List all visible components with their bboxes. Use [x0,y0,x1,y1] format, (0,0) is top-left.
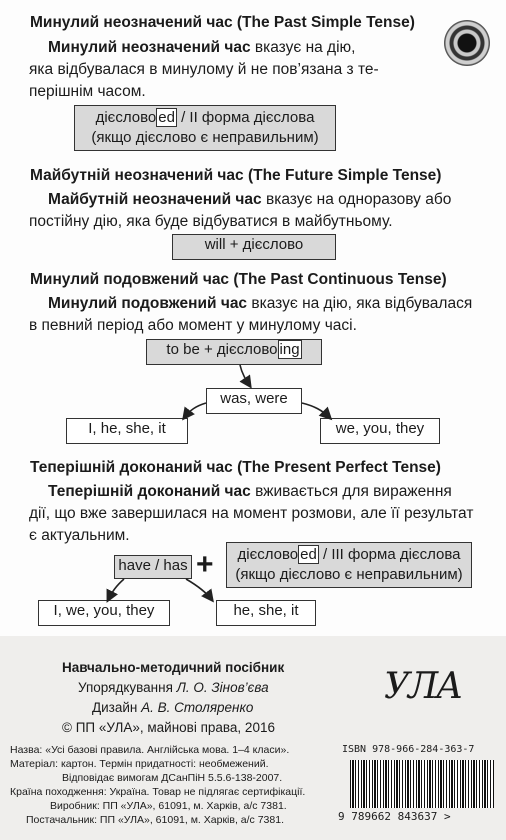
imprint-title: Навчально-методичний посібник [62,660,285,675]
details-line6: Постачальник: ПП «УЛА», 61091, м. Харків, а/с 7381. [26,814,284,826]
s1-term: Минулий неозначений час [48,39,251,56]
arrow-to-right [302,403,330,418]
s1-formula-post: / II форма дієслова [176,109,315,126]
s4-have-box: have / has [114,555,192,579]
compiler-name: Л. О. Зінов’єва [176,680,269,695]
s3-formula-suffix: ing [279,341,300,358]
arrow-to-was-were [240,365,250,386]
s2-line2: постійну дію, яка буде відбуватися в майбутньому. [29,213,393,230]
design-label: Дизайн [92,700,142,715]
s4-formula-pre: дієслово [237,546,299,563]
arrow-to-left [184,403,206,418]
details-line5: Виробник: ПП «УЛА», 61091, м. Харків, а/с 7381. [50,800,287,812]
s4-plus: + [196,548,214,581]
details-line1: Назва: «Усі базові правила. Англійська мова. 1–4 класи». [10,744,290,756]
s3-left-box: I, he, she, it [66,418,188,444]
s4-formula-suffix: ed [300,546,317,563]
s4-line2: дії, що вже завершилася на момент розмови, але її результат [29,505,474,522]
s4-left-box: I, we, you, they [38,600,170,626]
s1-line3: перішнім часом. [29,83,146,100]
s2-line1-rest: вказує на одноразову або [261,191,452,208]
s3-formula-pre: to be + дієслово [166,341,278,358]
s3-term: Минулий подовжений час [48,295,248,312]
s2-heading: Майбутній неозначений час (The Future Simple Tense) [30,167,442,184]
s4-right-box: he, she, it [216,600,316,626]
s1-line2: яка відбувалася в минулому й не пов’язана з те- [29,61,379,78]
s1-formula-suffix: ed [158,109,175,126]
imprint-area [0,636,506,840]
arrow-have-right [186,579,212,600]
s3-line2: в певний період або момент у минулому часі. [29,317,357,334]
details-line3: Відповідає вимогам ДСанПіН 5.5.6-138-2007. [62,772,283,784]
barcode-icon [350,760,494,808]
imprint-copyright: © ПП «УЛА», майнові права, 2016 [62,720,275,735]
s4-heading: Теперішній доконаний час (The Present Perfect Tense) [30,459,441,476]
s4-line3: є актуальним. [29,527,130,544]
s4-line1-rest: вживається для вираження [250,483,452,500]
imprint-design [92,700,253,715]
s4-formula-post: / III форма дієслова [318,546,461,563]
s3-right-box: we, you, they [320,418,440,444]
details-line4: Країна походження: Україна. Товар не підлягає сертифікації. [10,786,306,798]
imprint-compiler [78,680,269,695]
s2-formula-box: will + дієслово [172,234,336,260]
details-line2: Матеріал: картон. Термін придатності: необмежений. [10,758,269,770]
s1-formula-line2: (якщо дієслово є неправильним) [91,129,319,146]
s3-heading: Минулий подовжений час (The Past Continuous Tense) [30,271,447,288]
s3-line1-rest: вказує на дію, яка відбувалася [247,295,473,312]
s3-center-box: was, were [206,388,302,414]
s2-term: Майбутній неозначений час [48,191,262,208]
barcode-digits: 9 789662 843637 > [338,810,451,823]
s4-term: Теперішній доконаний час [48,483,251,500]
s1-line1-rest: вказує на дію, [250,39,356,56]
s1-formula-pre: дієслово [95,109,157,126]
s1-heading: Минулий неозначений час (The Past Simple Tense) [30,14,415,31]
arrow-have-left [108,579,124,600]
designer-name: А. В. Столяренко [141,700,254,715]
ula-logo: УЛА [384,666,462,707]
s4-formula-line2: (якщо дієслово є неправильним) [235,566,463,583]
compiler-label: Упорядкування [78,680,177,695]
isbn-text: ISBN 978-966-284-363-7 [342,744,475,755]
